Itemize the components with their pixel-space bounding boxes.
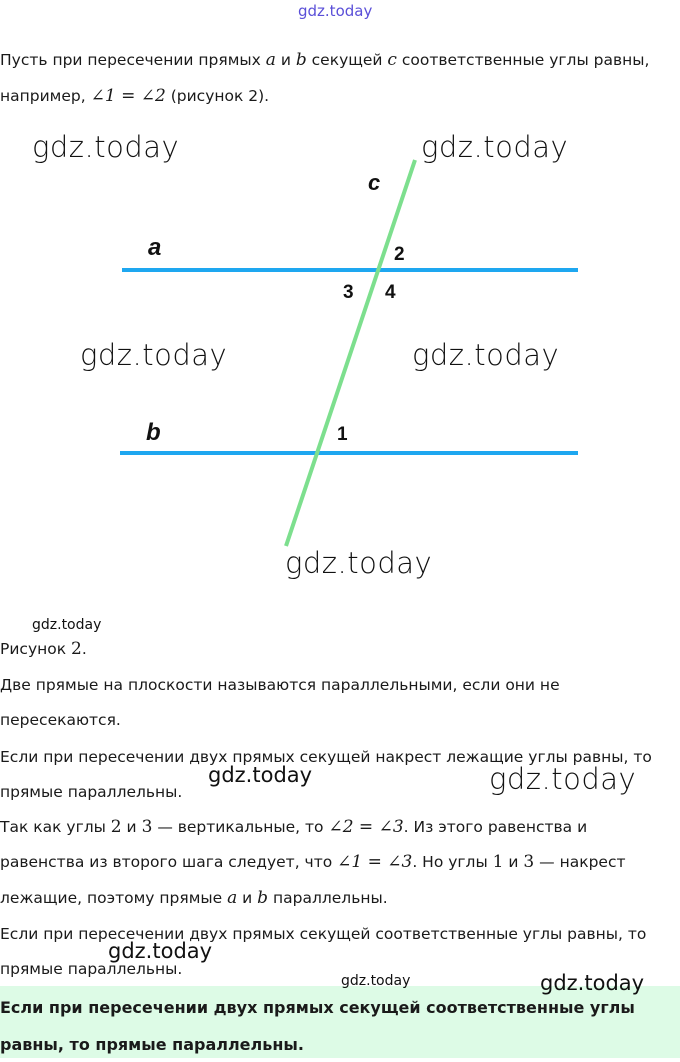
proof-text: и bbox=[121, 818, 142, 836]
number-2: 2 bbox=[110, 817, 122, 837]
equation-1: ∠1 = ∠2 bbox=[90, 86, 166, 106]
caption-number: 2 bbox=[71, 639, 82, 659]
theorem2-line-1: Если при пересечении двух прямых секущей соответственные углы равны, то bbox=[0, 925, 647, 943]
angle-label-2: 2 bbox=[394, 244, 405, 265]
definition-line-1: Две прямые на плоскости называются параллельными, если они не bbox=[0, 676, 560, 694]
intro-text: (рисунок 2). bbox=[165, 87, 270, 105]
watermark: gdz.today bbox=[32, 130, 180, 164]
angle-label-3: 3 bbox=[343, 282, 354, 303]
theorem2-line-2: прямые параллельны. bbox=[0, 960, 183, 978]
var-a: a bbox=[265, 50, 276, 70]
proof-line-1 bbox=[0, 810, 587, 845]
conclusion-line-2: равны, то прямые параллельны. bbox=[0, 1035, 304, 1054]
var-b: b bbox=[257, 888, 269, 908]
caption-text: Рисунок bbox=[0, 640, 72, 658]
equation-3: ∠1 = ∠3 bbox=[337, 852, 413, 872]
proof-text: равенства из второго шага следует, что bbox=[0, 853, 338, 871]
var-c: c bbox=[387, 50, 397, 70]
label-b: b bbox=[146, 419, 161, 446]
watermark: gdz.today bbox=[108, 939, 213, 963]
label-a: a bbox=[148, 234, 162, 261]
watermark: gdz.today bbox=[540, 971, 645, 995]
number-3: 3 bbox=[141, 817, 153, 837]
var-a: a bbox=[227, 888, 238, 908]
watermark: gdz.today bbox=[285, 546, 433, 580]
intro-text: например, bbox=[0, 87, 91, 105]
angle-label-4: 4 bbox=[385, 282, 396, 303]
proof-text: — вертикальные, то bbox=[152, 818, 329, 836]
intro-text: секущей bbox=[306, 51, 388, 69]
intro-text: Пусть при пересечении прямых bbox=[0, 51, 266, 69]
watermark: gdz.today bbox=[421, 130, 569, 164]
number-1: 1 bbox=[492, 852, 504, 872]
proof-text: и bbox=[237, 889, 258, 907]
figure-caption bbox=[0, 632, 87, 667]
intro-text: соответственные углы равны, bbox=[396, 51, 650, 69]
equation-2: ∠2 = ∠3 bbox=[328, 817, 404, 837]
watermark: gdz.today bbox=[80, 338, 228, 372]
label-c: c bbox=[368, 170, 381, 195]
number-3: 3 bbox=[523, 852, 535, 872]
watermark: gdz.today bbox=[489, 762, 637, 796]
watermark: gdz.today bbox=[341, 973, 411, 989]
conclusion-line-1: Если при пересечении двух прямых секущей соответственные углы bbox=[0, 998, 635, 1017]
proof-text: параллельны. bbox=[268, 889, 388, 907]
proof-text: — накрест bbox=[534, 853, 626, 871]
caption-end: . bbox=[81, 640, 87, 658]
proof-text: . Но углы bbox=[412, 853, 493, 871]
definition-line-2: пересекаются. bbox=[0, 711, 121, 729]
proof-line-2 bbox=[0, 845, 626, 880]
proof-text: Так как углы bbox=[0, 818, 111, 836]
var-b: b bbox=[295, 50, 307, 70]
intro-and: и bbox=[275, 51, 296, 69]
watermark: gdz.today bbox=[32, 617, 102, 633]
secant-c bbox=[286, 160, 415, 546]
proof-text: . Из этого равенства и bbox=[403, 818, 588, 836]
watermark: gdz.today bbox=[208, 763, 313, 787]
theorem1-line-1: Если при пересечении двух прямых секущей накрест лежащие углы равны, то bbox=[0, 748, 652, 766]
intro-line-1 bbox=[0, 43, 649, 78]
intro-line-2 bbox=[0, 79, 269, 114]
watermark-top: gdz.today bbox=[298, 2, 373, 20]
proof-text: лежащие, поэтому прямые bbox=[0, 889, 228, 907]
angle-label-1: 1 bbox=[337, 424, 348, 445]
theorem1-line-2: прямые параллельны. bbox=[0, 783, 183, 801]
proof-line-3 bbox=[0, 881, 388, 916]
proof-text: и bbox=[503, 853, 524, 871]
watermark: gdz.today bbox=[412, 338, 560, 372]
